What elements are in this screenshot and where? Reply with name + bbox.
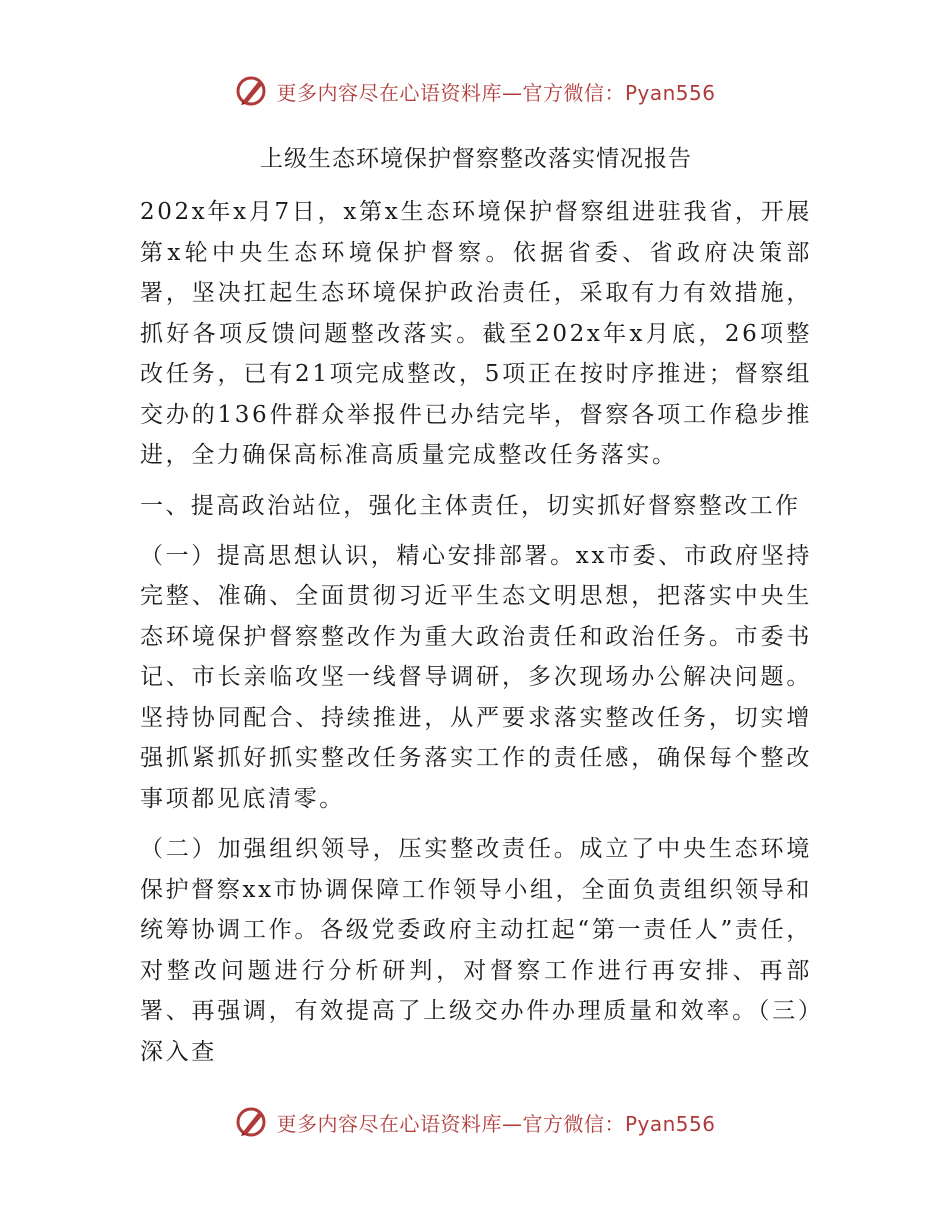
document-page [140, 140, 812, 1082]
watermark-text: 更多内容尽在心语资料库—官方微信：Pyan556 [276, 80, 716, 105]
intro-paragraph: 202x年x月7日，x第x生态环境保护督察组进驻我省，开展第x轮中央生态环境保护督察。依据省委、省政府决策部署，坚决扛起生态环境保护政治责任，采取有力有效措施，抓好各项反馈问题整改落实。截至202x年x月底，26项整改任务，已有21项完成整改，5项正在按时序推进；督察组交办的136件群众举报件已办结完毕，督察各项工作稳步推进，全力确保高标准高质量完成整改任务落实。 [140, 199, 812, 468]
paragraph-2: （二）加强组织领导，压实整改责任。成立了中央生态环境保护督察xx市协调保障工作领导小组，全面负责组织领导和统筹协调工作。各级党委政府主动扛起“第一责任人”责任，对整改问题进行分析研判，对督察工作进行再安排、再部署、再强调，有效提高了上级交办件办理质量和效率。（三）深入查 [140, 836, 812, 1065]
header-watermark-banner [0, 71, 950, 111]
pen-logo-icon [234, 74, 268, 108]
pen-logo-icon [234, 1105, 268, 1139]
footer-watermark-banner [0, 1102, 950, 1142]
document-title: 上级生态环境保护督察整改落实情况报告 [260, 146, 692, 172]
watermark-text: 更多内容尽在心语资料库—官方微信：Pyan556 [276, 1111, 716, 1136]
section-heading: 一、提高政治站位，强化主体责任，切实抓好督察整改工作 [140, 492, 801, 519]
paragraph-1: （一）提高思想认识，精心安排部署。xx市委、市政府坚持完整、准确、全面贯彻习近平生态文明思想，把落实中央生态环境保护督察整改作为重大政治责任和政治任务。市委书记、市长亲临攻坚一线督导调研，多次现场办公解决问题。坚持协同配合、持续推进，从严要求落实整改任务，切实增强抓紧抓好抓实整改任务落实工作的责任感，确保每个整改事项都见底清零。 [140, 542, 812, 812]
